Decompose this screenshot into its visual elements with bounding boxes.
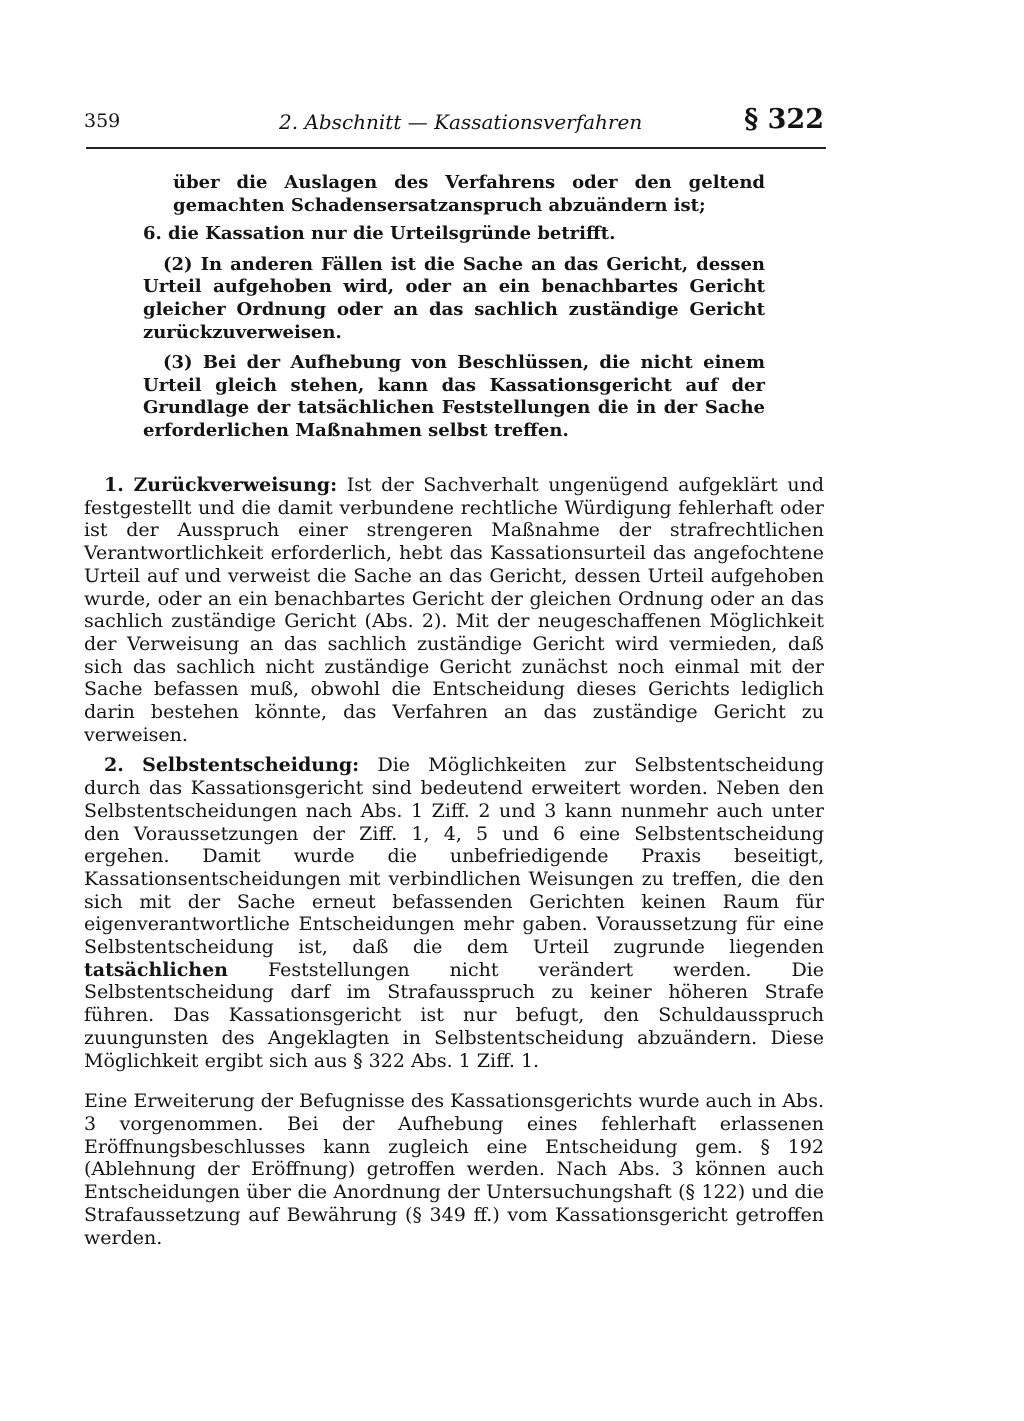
note-1-heading: Zurückverweisung: (133, 474, 338, 496)
paragraph-3: (3) Bei der Aufhebung von Beschlüssen, die nicht einem Urteil gleich stehen, kann das Kassationsgericht auf der Grundlage der tatsächlichen Feststellungen die in der Sache erforderlichen Maßnahmen selbst treffen. (143, 352, 765, 441)
note-2-heading: Selbstentscheidung: (142, 754, 360, 777)
note-1-number: 1. (104, 474, 124, 496)
note-2 (84, 754, 824, 1072)
note-2-emphasis: tatsächlichen (84, 958, 228, 981)
statute-text (143, 172, 765, 443)
note-2-text-b: Feststellungen nicht verändert werden. Die Selbstentscheidung darf im Strafausspruch zu keiner höheren Strafe führen. Das Kassationsgericht ist nur befugt, den Schuldausspruch zuungunsten des Angeklagten in Selbstentscheidung abzuändern. Diese Möglichkeit ergibt sich aus § 322 Abs. 1 Ziff. 1. (84, 958, 824, 1072)
closing-paragraph: Eine Erweiterung der Befugnisse des Kassationsgerichts wurde auch in Abs. 3 vorgenommen. Bei der Aufhebung eines fehlerhaft erlassenen Eröffnungsbeschlusses kann zugleich eine Entscheidung gem. § 192 (Ablehnung der Eröffnung) getroffen werden. Nach Abs. 3 können auch Entscheidungen über die Anordnung der Untersuchungshaft (§ 122) und die Strafaussetzung auf Bewährung (§ 349 ff.) vom Kassationsgericht getroffen werden. (84, 1090, 824, 1249)
running-title: 2. Abschnitt — Kassationsverfahren (279, 110, 643, 134)
header-rule (86, 147, 826, 149)
item-6: 6. die Kassation nur die Urteilsgründe betrifft. (143, 223, 616, 245)
item-5-continuation: über die Auslagen des Verfahrens oder den geltend gemachten Schadensersatzanspruch abzuändern ist; (173, 172, 765, 216)
page-number: 359 (84, 110, 121, 132)
section-number: § 322 (744, 104, 824, 135)
note-1 (84, 474, 824, 746)
commentary (84, 474, 824, 1249)
page-header (84, 104, 826, 144)
note-1-text: Ist der Sachverhalt ungenügend aufgeklärt und festgestellt und die damit verbundene rechtliche Würdigung fehlerhaft oder ist der Ausspruch einer strengeren Maßnahme der strafrechtlichen Verantwortlichkeit erforderlich, hebt das Kassationsurteil das angefochtene Urteil auf und verweist die Sache an das Gericht, dessen Urteil aufgehoben wurde, oder an ein benachbartes Gericht der gleichen Ordnung oder an das sachlich zuständige Gericht (Abs. 2). Mit der neugeschaffenen Möglichkeit der Verweisung an das sachlich zuständige Gericht wird vermieden, daß sich das sachlich nicht zuständige Gericht zunächst noch einmal mit der Sache befassen muß, obwohl die Entscheidung dieses Gerichts lediglich darin bestehen könnte, das Verfahren an das zuständige Gericht zu verweisen. (84, 474, 824, 746)
note-2-number: 2. (104, 754, 124, 777)
note-2-text-a: Die Möglichkeiten zur Selbstentscheidung durch das Kassationsgericht sind bedeutend erweitert worden. Neben den Selbstentscheidungen nach Abs. 1 Ziff. 2 und 3 kann nunmehr auch unter den Voraussetzungen der Ziff. 1, 4, 5 und 6 eine Selbstentscheidung ergehen. Damit wurde die unbefriedigende Praxis beseitigt, Kassationsentscheidungen mit verbindlichen Weisungen zu treffen, die den sich mit der Sache erneut befassenden Gerichten keinen Raum für eigenverantwortliche Entscheidungen mehr gaben. Voraussetzung für eine Selbstentscheidung ist, daß die dem Urteil zugrunde liegenden (84, 754, 824, 959)
paragraph-2: (2) In anderen Fällen ist die Sache an das Gericht, dessen Urteil aufgehoben wird, oder an ein benachbartes Gericht gleicher Ordnung oder an das sachlich zuständige Gericht zurückzuverweisen. (143, 253, 765, 343)
